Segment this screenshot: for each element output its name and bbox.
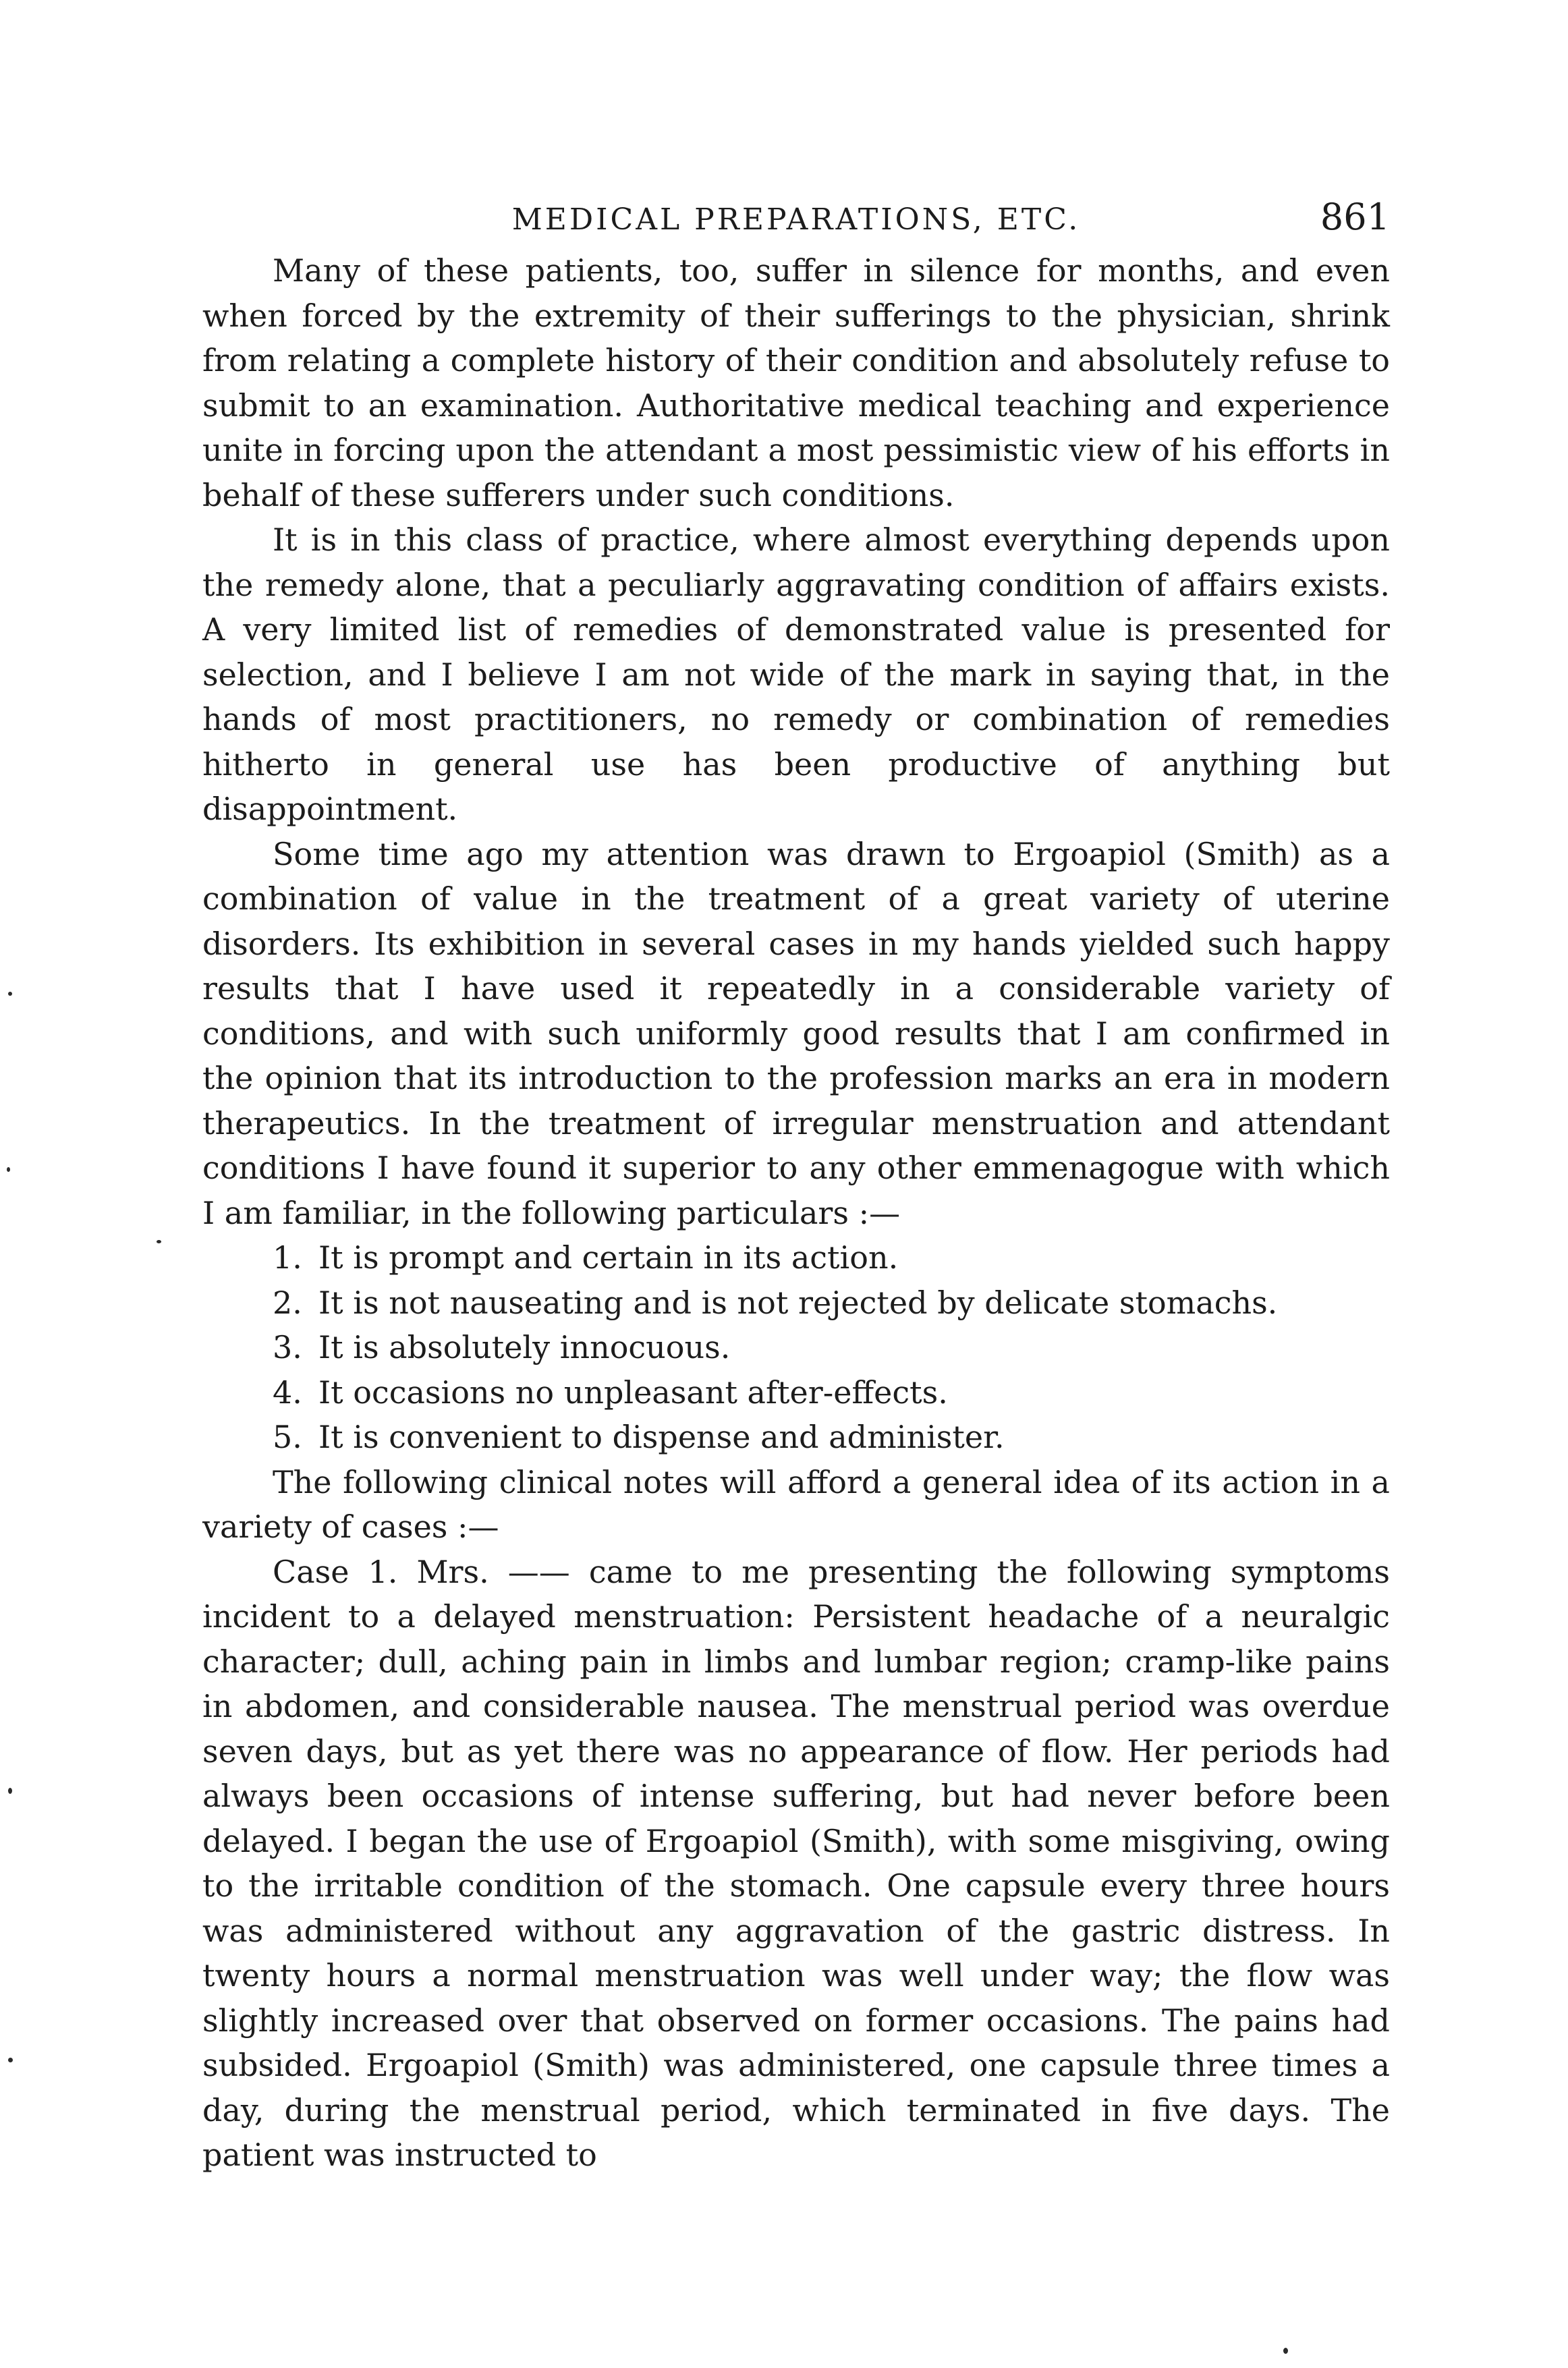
list-item bbox=[202, 1235, 1390, 1280]
scan-speck bbox=[157, 1240, 161, 1243]
list-text: It is convenient to dispense and administer. bbox=[318, 1419, 1005, 1455]
scan-speck bbox=[7, 1167, 10, 1172]
book-page bbox=[202, 196, 1390, 2178]
list-text: It occasions no unpleasant after-effects. bbox=[318, 1374, 948, 1411]
scan-speck bbox=[8, 992, 12, 996]
page-number: 861 bbox=[1320, 196, 1390, 238]
paragraph: Case 1. Mrs. —— came to me presenting the following symptoms incident to a delayed menstruation: Persistent headache of a neuralgic character; dull, aching pain in limbs and lumbar region; cramp-like pains in abdomen, and considerable nausea. The menstrual period was overdue seven days, but as yet there was no appearance of flow. Her periods had always been occasions of intense suffering, but had never before been delayed. I began the use of Ergoapiol (Smith), with some misgiving, owing to the irritable condition of the stomach. One capsule every three hours was administered without any aggravation of the gastric distress. In twenty hours a normal menstruation was well under way; the flow was slightly increased over that observed on former occasions. The pains had subsided. Ergoapiol (Smith) was administered, one capsule three times a day, during the menstrual period, which terminated in five days. The patient was instructed to bbox=[202, 1553, 1390, 2173]
scan-speck bbox=[8, 2058, 13, 2062]
list-number: 2. bbox=[273, 1284, 302, 1321]
list-text: It is absolutely innocuous. bbox=[318, 1329, 731, 1365]
list-number: 4. bbox=[273, 1374, 302, 1411]
list-number: 5. bbox=[273, 1419, 302, 1455]
list-item bbox=[202, 1415, 1390, 1460]
running-title: MEDICAL PREPARATIONS, ETC. bbox=[511, 202, 1081, 237]
paragraph: Many of these patients, too, suffer in silence for months, and even when forced by the extremity of their sufferings to the physician, shrink from relating a complete history of their condition and absolutely refuse to submit to an examination. Authoritative medical teaching and experience unite in forcing upon the attendant a most pessimistic view of his efforts in behalf of these sufferers under such conditions. bbox=[202, 252, 1390, 513]
list-item bbox=[202, 1370, 1390, 1415]
scan-speck bbox=[8, 1788, 12, 1794]
particulars-list bbox=[202, 1235, 1390, 1460]
list-item bbox=[202, 1325, 1390, 1370]
list-text: It is not nauseating and is not rejected by delicate stomachs. bbox=[318, 1284, 1278, 1321]
scan-speck bbox=[1283, 2348, 1288, 2354]
list-text: It is prompt and certain in its action. bbox=[318, 1239, 899, 1276]
paragraph: Some time ago my attention was drawn to Ergoapiol (Smith) as a combination of value in the treatment of a great variety of uterine disorders. Its exhibition in several cases in my hands yielded such happy results that I have used it repeatedly in a considerable variety of conditions, and with such uniformly good results that I am confirmed in the opinion that its introduction to the profession marks an era in modern therapeutics. In the treatment of irregular menstruation and attendant conditions I have found it superior to any other emmenagogue with which I am familiar, in the following particulars :— bbox=[202, 835, 1390, 1231]
paragraph: The following clinical notes will afford a general idea of its action in a variety of cases :— bbox=[202, 1463, 1390, 1545]
list-number: 1. bbox=[273, 1239, 302, 1276]
paragraph: It is in this class of practice, where almost everything depends upon the remedy alone, that a peculiarly aggravating condition of affairs exists. A very limited list of remedies of demonstrated value is presented for selection, and I believe I am not wide of the mark in saying that, in the hands of most practitioners, no remedy or combination of remedies hitherto in general use has been productive of anything but disappointment. bbox=[202, 521, 1390, 827]
running-head bbox=[202, 196, 1390, 243]
list-number: 3. bbox=[273, 1329, 302, 1365]
list-item bbox=[202, 1280, 1390, 1326]
